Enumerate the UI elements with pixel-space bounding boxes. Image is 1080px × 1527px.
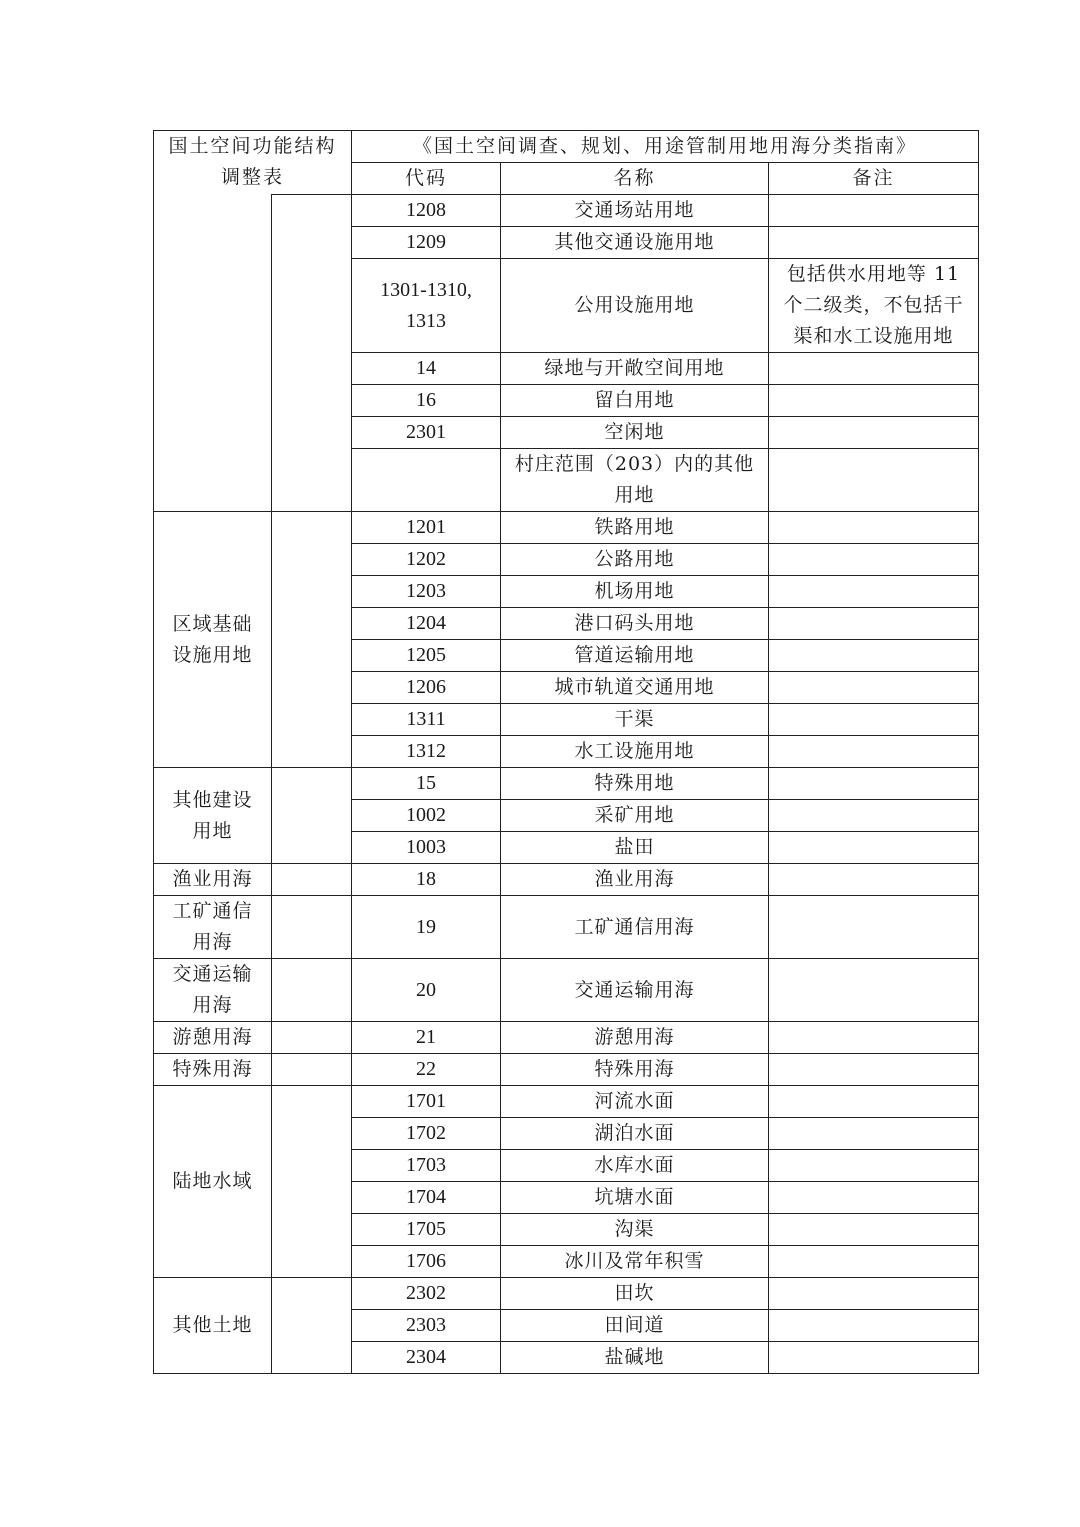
name-cell: 公路用地 [501, 544, 769, 576]
note-cell [769, 544, 979, 576]
note-line: 包括供水用地等 11 [786, 263, 961, 285]
name-cell: 湖泊水面 [501, 1118, 769, 1150]
note-cell [769, 1150, 979, 1182]
name-cell: 绿地与开敞空间用地 [501, 353, 769, 385]
note-column-header: 备注 [769, 163, 979, 195]
name-cell: 空闲地 [501, 417, 769, 449]
note-cell [769, 768, 979, 800]
name-cell: 交通运输用海 [501, 959, 769, 1022]
code-cell: 2304 [352, 1342, 501, 1374]
name-line: 村庄范围（203）内的其他 [514, 453, 755, 475]
table-row [154, 512, 979, 544]
name-cell: 沟渠 [501, 1214, 769, 1246]
name-column-header: 名称 [501, 163, 769, 195]
category-other-construction [154, 768, 272, 864]
name-cell: 冰川及常年积雪 [501, 1246, 769, 1278]
continued-subcategory-cell [272, 195, 352, 512]
note-cell [769, 576, 979, 608]
note-cell [769, 512, 979, 544]
name-cell: 盐碱地 [501, 1342, 769, 1374]
table-row [154, 1278, 979, 1310]
name-cell: 干渠 [501, 704, 769, 736]
code-cell [352, 449, 501, 512]
name-cell: 公用设施用地 [501, 259, 769, 353]
note-cell [769, 1310, 979, 1342]
name-cell: 港口码头用地 [501, 608, 769, 640]
code-cell: 15 [352, 768, 501, 800]
note-cell [769, 672, 979, 704]
note-cell [769, 353, 979, 385]
name-cell: 特殊用地 [501, 768, 769, 800]
category-label-line: 交通运输 [172, 963, 253, 985]
code-cell: 21 [352, 1022, 501, 1054]
code-cell: 1704 [352, 1182, 501, 1214]
note-cell [769, 227, 979, 259]
name-cell: 水工设施用地 [501, 736, 769, 768]
name-cell: 游憩用海 [501, 1022, 769, 1054]
table-row [154, 959, 979, 1022]
table-row [154, 195, 979, 227]
note-cell [769, 608, 979, 640]
category-transport-sea [154, 959, 272, 1022]
note-cell [769, 1086, 979, 1118]
name-cell: 田坎 [501, 1278, 769, 1310]
note-cell [769, 1214, 979, 1246]
name-cell: 特殊用海 [501, 1054, 769, 1086]
category-recreation-sea: 游憩用海 [154, 1022, 272, 1054]
function-structure-header-line1: 国土空间功能结构 [168, 135, 337, 157]
name-line: 用地 [614, 484, 655, 506]
code-cell: 1206 [352, 672, 501, 704]
function-structure-header-line2: 调整表 [221, 166, 285, 188]
category-regional-infrastructure [154, 512, 272, 768]
note-cell [769, 1278, 979, 1310]
code-cell: 1703 [352, 1150, 501, 1182]
subcategory-cell [272, 1278, 352, 1374]
note-cell [769, 640, 979, 672]
code-cell: 1705 [352, 1214, 501, 1246]
name-cell: 留白用地 [501, 385, 769, 417]
name-cell: 工矿通信用海 [501, 896, 769, 959]
note-cell [769, 704, 979, 736]
name-cell: 城市轨道交通用地 [501, 672, 769, 704]
code-cell: 1205 [352, 640, 501, 672]
function-structure-header [154, 131, 352, 195]
note-line: 个二级类，不包括干 [783, 294, 964, 316]
subcategory-cell [272, 768, 352, 864]
category-fishery-sea: 渔业用海 [154, 864, 272, 896]
category-industrial-sea [154, 896, 272, 959]
table-row [154, 864, 979, 896]
subcategory-cell [272, 864, 352, 896]
code-cell: 18 [352, 864, 501, 896]
name-cell: 铁路用地 [501, 512, 769, 544]
name-cell: 其他交通设施用地 [501, 227, 769, 259]
code-cell: 20 [352, 959, 501, 1022]
category-label-line: 用海 [192, 931, 233, 953]
category-other-land: 其他土地 [154, 1278, 272, 1374]
category-label-line: 工矿通信 [172, 900, 253, 922]
subcategory-cell [272, 1054, 352, 1086]
continued-category-cell [154, 195, 272, 512]
note-cell [769, 800, 979, 832]
name-cell: 坑塘水面 [501, 1182, 769, 1214]
table-row [154, 1022, 979, 1054]
note-cell [769, 959, 979, 1022]
note-line: 渠和水工设施用地 [793, 325, 954, 347]
code-cell: 1706 [352, 1246, 501, 1278]
note-cell [769, 736, 979, 768]
note-cell [769, 896, 979, 959]
code-cell: 1003 [352, 832, 501, 864]
note-cell [769, 1246, 979, 1278]
table-row [154, 1086, 979, 1118]
name-cell: 采矿用地 [501, 800, 769, 832]
note-cell [769, 195, 979, 227]
category-land-water: 陆地水域 [154, 1086, 272, 1278]
name-cell: 渔业用海 [501, 864, 769, 896]
name-cell: 水库水面 [501, 1150, 769, 1182]
name-cell: 河流水面 [501, 1086, 769, 1118]
guide-title-header: 《国土空间调查、规划、用途管制用地用海分类指南》 [352, 131, 979, 163]
subcategory-cell [272, 959, 352, 1022]
code-cell: 1204 [352, 608, 501, 640]
subcategory-cell [272, 1086, 352, 1278]
code-cell: 1702 [352, 1118, 501, 1150]
code-cell: 1203 [352, 576, 501, 608]
note-cell [769, 1118, 979, 1150]
note-cell [769, 864, 979, 896]
code-cell: 22 [352, 1054, 501, 1086]
name-cell: 管道运输用地 [501, 640, 769, 672]
code-column-header: 代码 [352, 163, 501, 195]
note-cell [769, 1182, 979, 1214]
note-cell [769, 832, 979, 864]
code-line: 1313 [406, 309, 447, 332]
category-label-line: 用海 [192, 994, 233, 1016]
table-row [154, 768, 979, 800]
note-cell [769, 1054, 979, 1086]
code-cell: 1202 [352, 544, 501, 576]
note-cell [769, 1022, 979, 1054]
code-cell: 19 [352, 896, 501, 959]
code-line: 1301-1310, [380, 278, 472, 301]
subcategory-cell [272, 1022, 352, 1054]
code-cell: 1208 [352, 195, 501, 227]
code-cell: 1209 [352, 227, 501, 259]
name-cell: 机场用地 [501, 576, 769, 608]
category-label-line: 设施用地 [172, 643, 253, 666]
code-cell: 2303 [352, 1310, 501, 1342]
name-cell [501, 449, 769, 512]
name-cell: 田间道 [501, 1310, 769, 1342]
table-row [154, 896, 979, 959]
subcategory-cell [272, 512, 352, 768]
code-cell: 2302 [352, 1278, 501, 1310]
note-cell [769, 385, 979, 417]
code-cell: 1312 [352, 736, 501, 768]
code-cell: 16 [352, 385, 501, 417]
code-cell: 1002 [352, 800, 501, 832]
note-cell [769, 417, 979, 449]
code-cell: 1311 [352, 704, 501, 736]
code-cell: 14 [352, 353, 501, 385]
code-cell [352, 259, 501, 353]
subcategory-cell [272, 896, 352, 959]
code-cell: 1701 [352, 1086, 501, 1118]
category-label-line: 区域基础 [172, 612, 253, 635]
note-cell [769, 1342, 979, 1374]
code-cell: 2301 [352, 417, 501, 449]
note-cell [769, 449, 979, 512]
category-special-sea: 特殊用海 [154, 1054, 272, 1086]
category-label-line: 用地 [192, 819, 233, 842]
land-use-adjustment-table [153, 130, 979, 1374]
category-label-line: 其他建设 [172, 788, 253, 811]
note-cell [769, 259, 979, 353]
table-row [154, 1054, 979, 1086]
name-cell: 盐田 [501, 832, 769, 864]
code-cell: 1201 [352, 512, 501, 544]
name-cell: 交通场站用地 [501, 195, 769, 227]
